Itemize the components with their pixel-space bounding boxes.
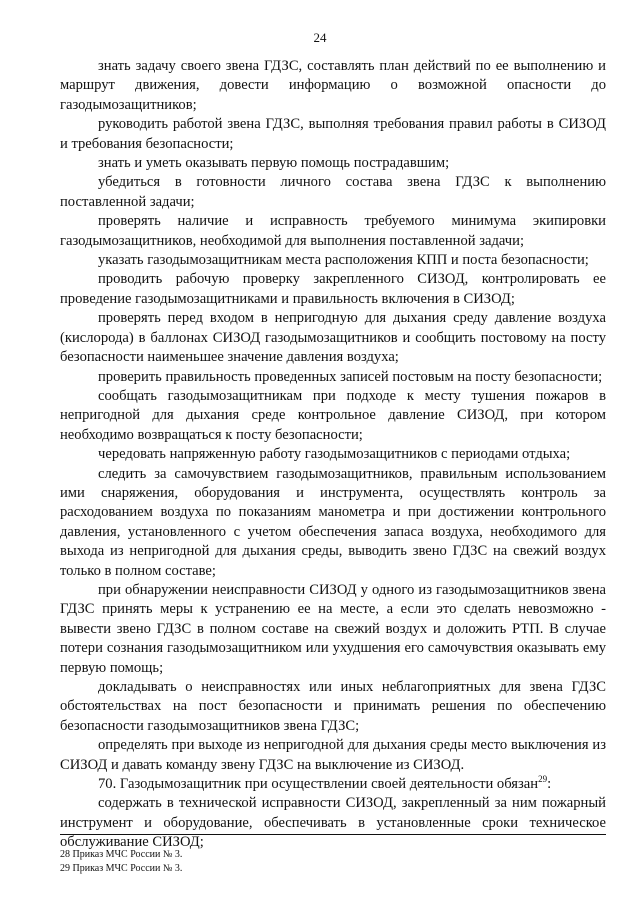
- paragraph: определять при выходе из непригодной для дыхания среды место выключения из СИЗОД и давать команду звену ГДЗС на выключение из СИЗОД.: [60, 737, 606, 773]
- numbered-item-70: [60, 775, 606, 794]
- footnote-28: 28 Приказ МЧС России № 3.: [60, 849, 183, 860]
- paragraph: знать и уметь оказывать первую помощь пострадавшим;: [98, 155, 450, 172]
- footnote-reference[interactable]: 29: [538, 774, 548, 785]
- paragraph: проверить правильность проведенных записей постовым на посту безопасности;: [98, 368, 603, 385]
- page-number: 24: [313, 30, 327, 45]
- paragraph: чередовать напряженную работу газодымозащитников с периодами отдыха;: [98, 446, 571, 463]
- paragraph: следить за самочувствием газодымозащитников, правильным использованием ими снаряжения, оборудования и инструмента, осуществлять контроль за расходованием воздуха по показаниям манометра и при достижении контрольного давления, установленного с учетом обеспечения запаса воздуха, необходимого для выхода из непригодной для дыхания среды, выводить звено ГДЗС на свежий воздух только в полном составе;: [60, 465, 606, 579]
- paragraph: проверять наличие и исправность требуемого минимума экипировки газодымозащитников, необходимой для выполнения поставленной задачи;: [60, 213, 606, 249]
- paragraph: знать задачу своего звена ГДЗС, составлять план действий по ее выполнению и маршрут движения, довести информацию о возможной опасности до газодымозащитников;: [60, 58, 606, 113]
- paragraph: убедиться в готовности личного состава звена ГДЗС к выполнению поставленной задачи;: [60, 174, 606, 210]
- paragraph: при обнаружении неисправности СИЗОД у одного из газодымозащитников звена ГДЗС принять меры к устранению ее на месте, а если это сделать невозможно - вывести звено ГДЗС в полном составе на свежий воздух и доложить РТП. В случае потери сознания газодымозащитником или ухудшения его самочувствия оказывать ему первую помощь;: [60, 581, 606, 676]
- footnote-29: 29 Приказ МЧС России № 3.: [60, 863, 183, 874]
- paragraph: указать газодымозащитникам места расположения КПП и поста безопасности;: [98, 252, 589, 269]
- paragraph: докладывать о неисправностях или иных неблагоприятных для звена ГДЗС обстоятельствах на пост безопасности и принимать решения по обеспечению безопасности газодымозащитников звена ГДЗС;: [60, 679, 606, 734]
- item-70-colon: :: [547, 776, 552, 793]
- footnotes: [60, 848, 606, 876]
- footnote-divider: [60, 834, 606, 835]
- paragraph: содержать в технической исправности СИЗОД, закрепленный за ним пожарный инструмент и оборудование, обеспечивать в установленные сроки техническое обслуживание СИЗОД;: [60, 795, 606, 851]
- paragraph: проверять перед входом в непригодную для дыхания среду давление воздуха (кислорода) в баллонах СИЗОД газодымозащитников и сообщить постовому на посту безопасности наименьшее значение давления воздуха;: [60, 310, 606, 366]
- paragraph: проводить рабочую проверку закрепленного СИЗОД, контролировать ее проведение газодымозащитниками и правильность включения в СИЗОД;: [60, 271, 606, 307]
- paragraph: руководить работой звена ГДЗС, выполняя требования правил работы в СИЗОД и требования безопасности;: [60, 116, 606, 152]
- item-70-text: 70. Газодымозащитник при осуществлении своей деятельности обязан: [98, 776, 539, 793]
- document-body: [60, 57, 606, 853]
- paragraph: сообщать газодымозащитникам при подходе к месту тушения пожаров в непригодной для дыхания среде контрольное давление СИЗОД, при котором необходимо возвращаться к посту безопасности;: [60, 387, 606, 443]
